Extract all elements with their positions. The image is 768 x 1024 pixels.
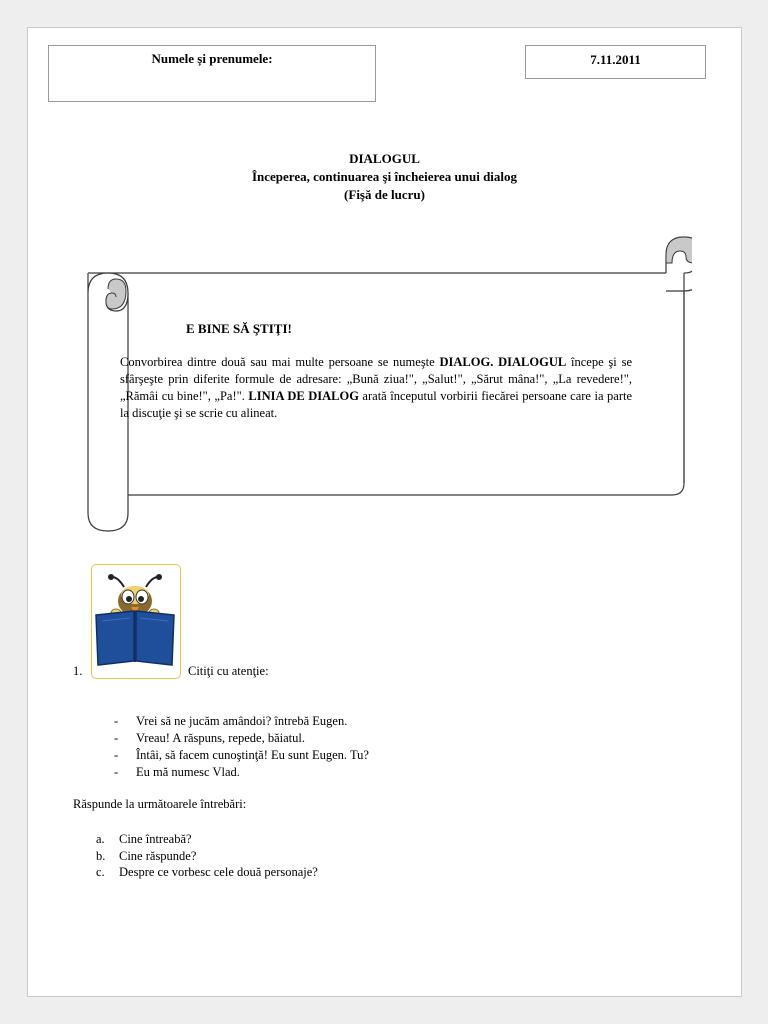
exercise-instruction: Citiţi cu atenţie: [188,664,269,678]
info-text-part-1: Convorbirea dintre două sau mai multe persoane se numeşte [120,355,440,369]
info-term-dialog-line: LINIA DE DIALOG [248,389,359,403]
worksheet-page [27,27,742,997]
title-block [28,150,741,204]
dialog-list [114,713,369,781]
illustration-card [91,564,181,679]
page-subtitle: Începerea, continuarea şi încheierea unui dialog [251,169,518,184]
exercise-number: 1. [73,664,83,678]
page-title: DIALOGUL [349,151,420,166]
info-text [120,354,632,422]
question-item: b. Cine răspunde? [96,848,197,863]
dialog-line: - Vreau! A răspuns, repede, băiatul. [114,731,305,745]
questions-intro: Răspunde la următoarele întrebări: [73,797,247,811]
dialog-line: - Întâi, să facem cunoştinţă! Eu sunt Eugen. Tu? [114,748,369,762]
dialog-line: - Eu mă numesc Vlad. [114,765,240,779]
bee-reading-book-icon [92,565,180,678]
info-text-part-2: începe şi se sfârşeşte prin diferite formule de adresare: „Bună ziua!", „Salut!", „Sărut mâna!", „La revedere!", „Rămâi cu bine!", „Pa!". [120,355,632,403]
question-item: a. Cine întreabă? [96,832,192,846]
questions-list [96,831,318,881]
name-field-box[interactable] [48,45,376,102]
name-label: Numele și prenumele: [151,51,273,66]
info-text-part-3: arată începutul vorbirii fiecărei persoane care ia parte la discuţie şi se scrie cu alineat. [120,389,633,420]
info-term-dialog: DIALOG. DIALOGUL [439,355,567,369]
page-subtitle-note: (Fişă de lucru) [344,187,425,202]
info-heading: E BINE SĂ ŞTIŢI! [186,321,292,336]
info-box [120,320,632,422]
date-box: 7.11.2011 [525,45,706,79]
question-item: c. Despre ce vorbesc cele două personaje? [96,865,318,879]
dialog-line: - Vrei să ne jucăm amândoi? întrebă Eugen. [114,714,348,728]
